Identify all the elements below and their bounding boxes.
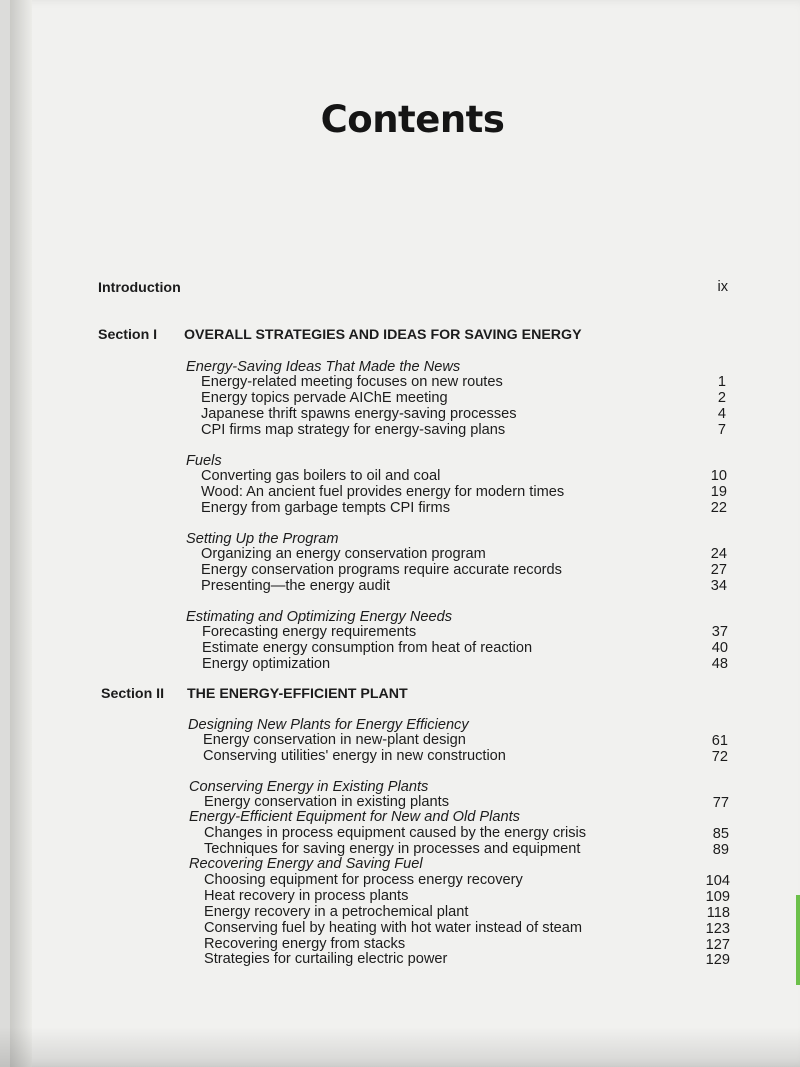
toc-entry-page: 61: [711, 733, 728, 749]
toc-entry-page: 7: [717, 422, 726, 438]
toc-entry-title: Converting gas boilers to oil and coal: [201, 468, 441, 484]
toc-entry-page: 48: [711, 656, 728, 672]
group-heading: Conserving Energy in Existing Plants: [189, 779, 429, 795]
toc-entry-page: 40: [711, 640, 728, 656]
toc-entry-title: Energy from garbage tempts CPI firms: [201, 500, 450, 516]
section-heading: THE ENERGY-EFFICIENT PLANT: [187, 686, 408, 702]
toc-entry-page: 118: [706, 905, 730, 921]
toc-entry-title: Energy conservation programs require accurate records: [201, 562, 562, 578]
group-heading: Fuels: [186, 453, 222, 469]
group-heading: Energy-Saving Ideas That Made the News: [186, 359, 461, 375]
group-heading: Designing New Plants for Energy Efficiency: [188, 717, 469, 733]
section-heading: OVERALL STRATEGIES AND IDEAS FOR SAVING ENERGY: [184, 327, 582, 343]
toc-entry-page: 37: [711, 624, 728, 640]
page-gutter: [10, 0, 32, 1067]
toc-entry-title: Forecasting energy requirements: [202, 624, 417, 640]
toc-entry-title: Energy topics pervade AIChE meeting: [201, 390, 448, 406]
toc-entry-title: Energy conservation in existing plants: [204, 794, 449, 810]
toc-entry-title: Estimate energy consumption from heat of reaction: [202, 640, 533, 656]
group-heading: Setting Up the Program: [186, 531, 339, 547]
toc-entry-page: 72: [711, 749, 728, 765]
background-edge: [796, 895, 800, 985]
page-title: Contents: [320, 98, 505, 141]
group-heading: Energy-Efficient Equipment for New and Old Plants: [189, 809, 520, 825]
toc-entry-title: Organizing an energy conservation program: [201, 546, 486, 562]
toc-entry-title: Energy-related meeting focuses on new routes: [201, 374, 503, 390]
toc-entry-title: Strategies for curtailing electric power: [204, 951, 448, 967]
page-bottom-shadow: [0, 1027, 800, 1067]
toc-entry-page: 123: [705, 921, 730, 937]
toc-entry-title: Conserving utilities' energy in new construction: [203, 748, 506, 764]
toc-entry-title: Changes in process equipment caused by the energy crisis: [204, 825, 587, 841]
toc-entry-page: 27: [710, 562, 727, 578]
toc-entry-page: 22: [710, 500, 727, 516]
toc-entry-page: 89: [712, 842, 729, 858]
toc-entry-title: Japanese thrift spawns energy-saving processes: [201, 406, 517, 422]
introduction-label: Introduction: [98, 280, 181, 296]
toc-entry-title: Energy optimization: [202, 656, 331, 672]
toc-entry-page: 109: [705, 889, 730, 905]
toc-entry-title: Choosing equipment for process energy recovery: [204, 872, 523, 888]
toc-entry-page: 10: [710, 468, 727, 484]
toc-entry-title: Recovering energy from stacks: [204, 936, 406, 952]
toc-entry-page: 34: [710, 578, 727, 594]
toc-entry-page: 2: [717, 390, 726, 406]
toc-entry-page: 104: [705, 873, 730, 889]
group-heading: Recovering Energy and Saving Fuel: [189, 856, 423, 872]
introduction-page: ix: [717, 279, 728, 295]
section-label: Section II: [101, 686, 165, 702]
toc-entry-title: Techniques for saving energy in processes and equipment: [204, 841, 581, 857]
toc-entry-page: 85: [712, 826, 729, 842]
toc-entry-page: 24: [710, 546, 727, 562]
toc-entry-title: Energy recovery in a petrochemical plant: [204, 904, 469, 920]
toc-entry-page: 77: [712, 795, 729, 811]
toc-entry-title: CPI firms map strategy for energy-saving plans: [201, 422, 506, 438]
toc-entry-page: 127: [705, 937, 730, 953]
toc-entry-title: Wood: An ancient fuel provides energy for modern times: [201, 484, 565, 500]
toc-entry-title: Heat recovery in process plants: [204, 888, 409, 904]
toc-entry-title: Conserving fuel by heating with hot water instead of steam: [204, 920, 583, 936]
group-heading: Estimating and Optimizing Energy Needs: [186, 609, 453, 625]
toc-entry-page: 4: [717, 406, 726, 422]
section-label: Section I: [98, 327, 158, 343]
toc-entry-page: 1: [717, 374, 726, 390]
toc-entry-page: 129: [705, 952, 730, 968]
toc-entry-title: Presenting—the energy audit: [201, 578, 391, 594]
toc-entry-title: Energy conservation in new-plant design: [203, 732, 466, 748]
toc-entry-page: 19: [710, 484, 727, 500]
